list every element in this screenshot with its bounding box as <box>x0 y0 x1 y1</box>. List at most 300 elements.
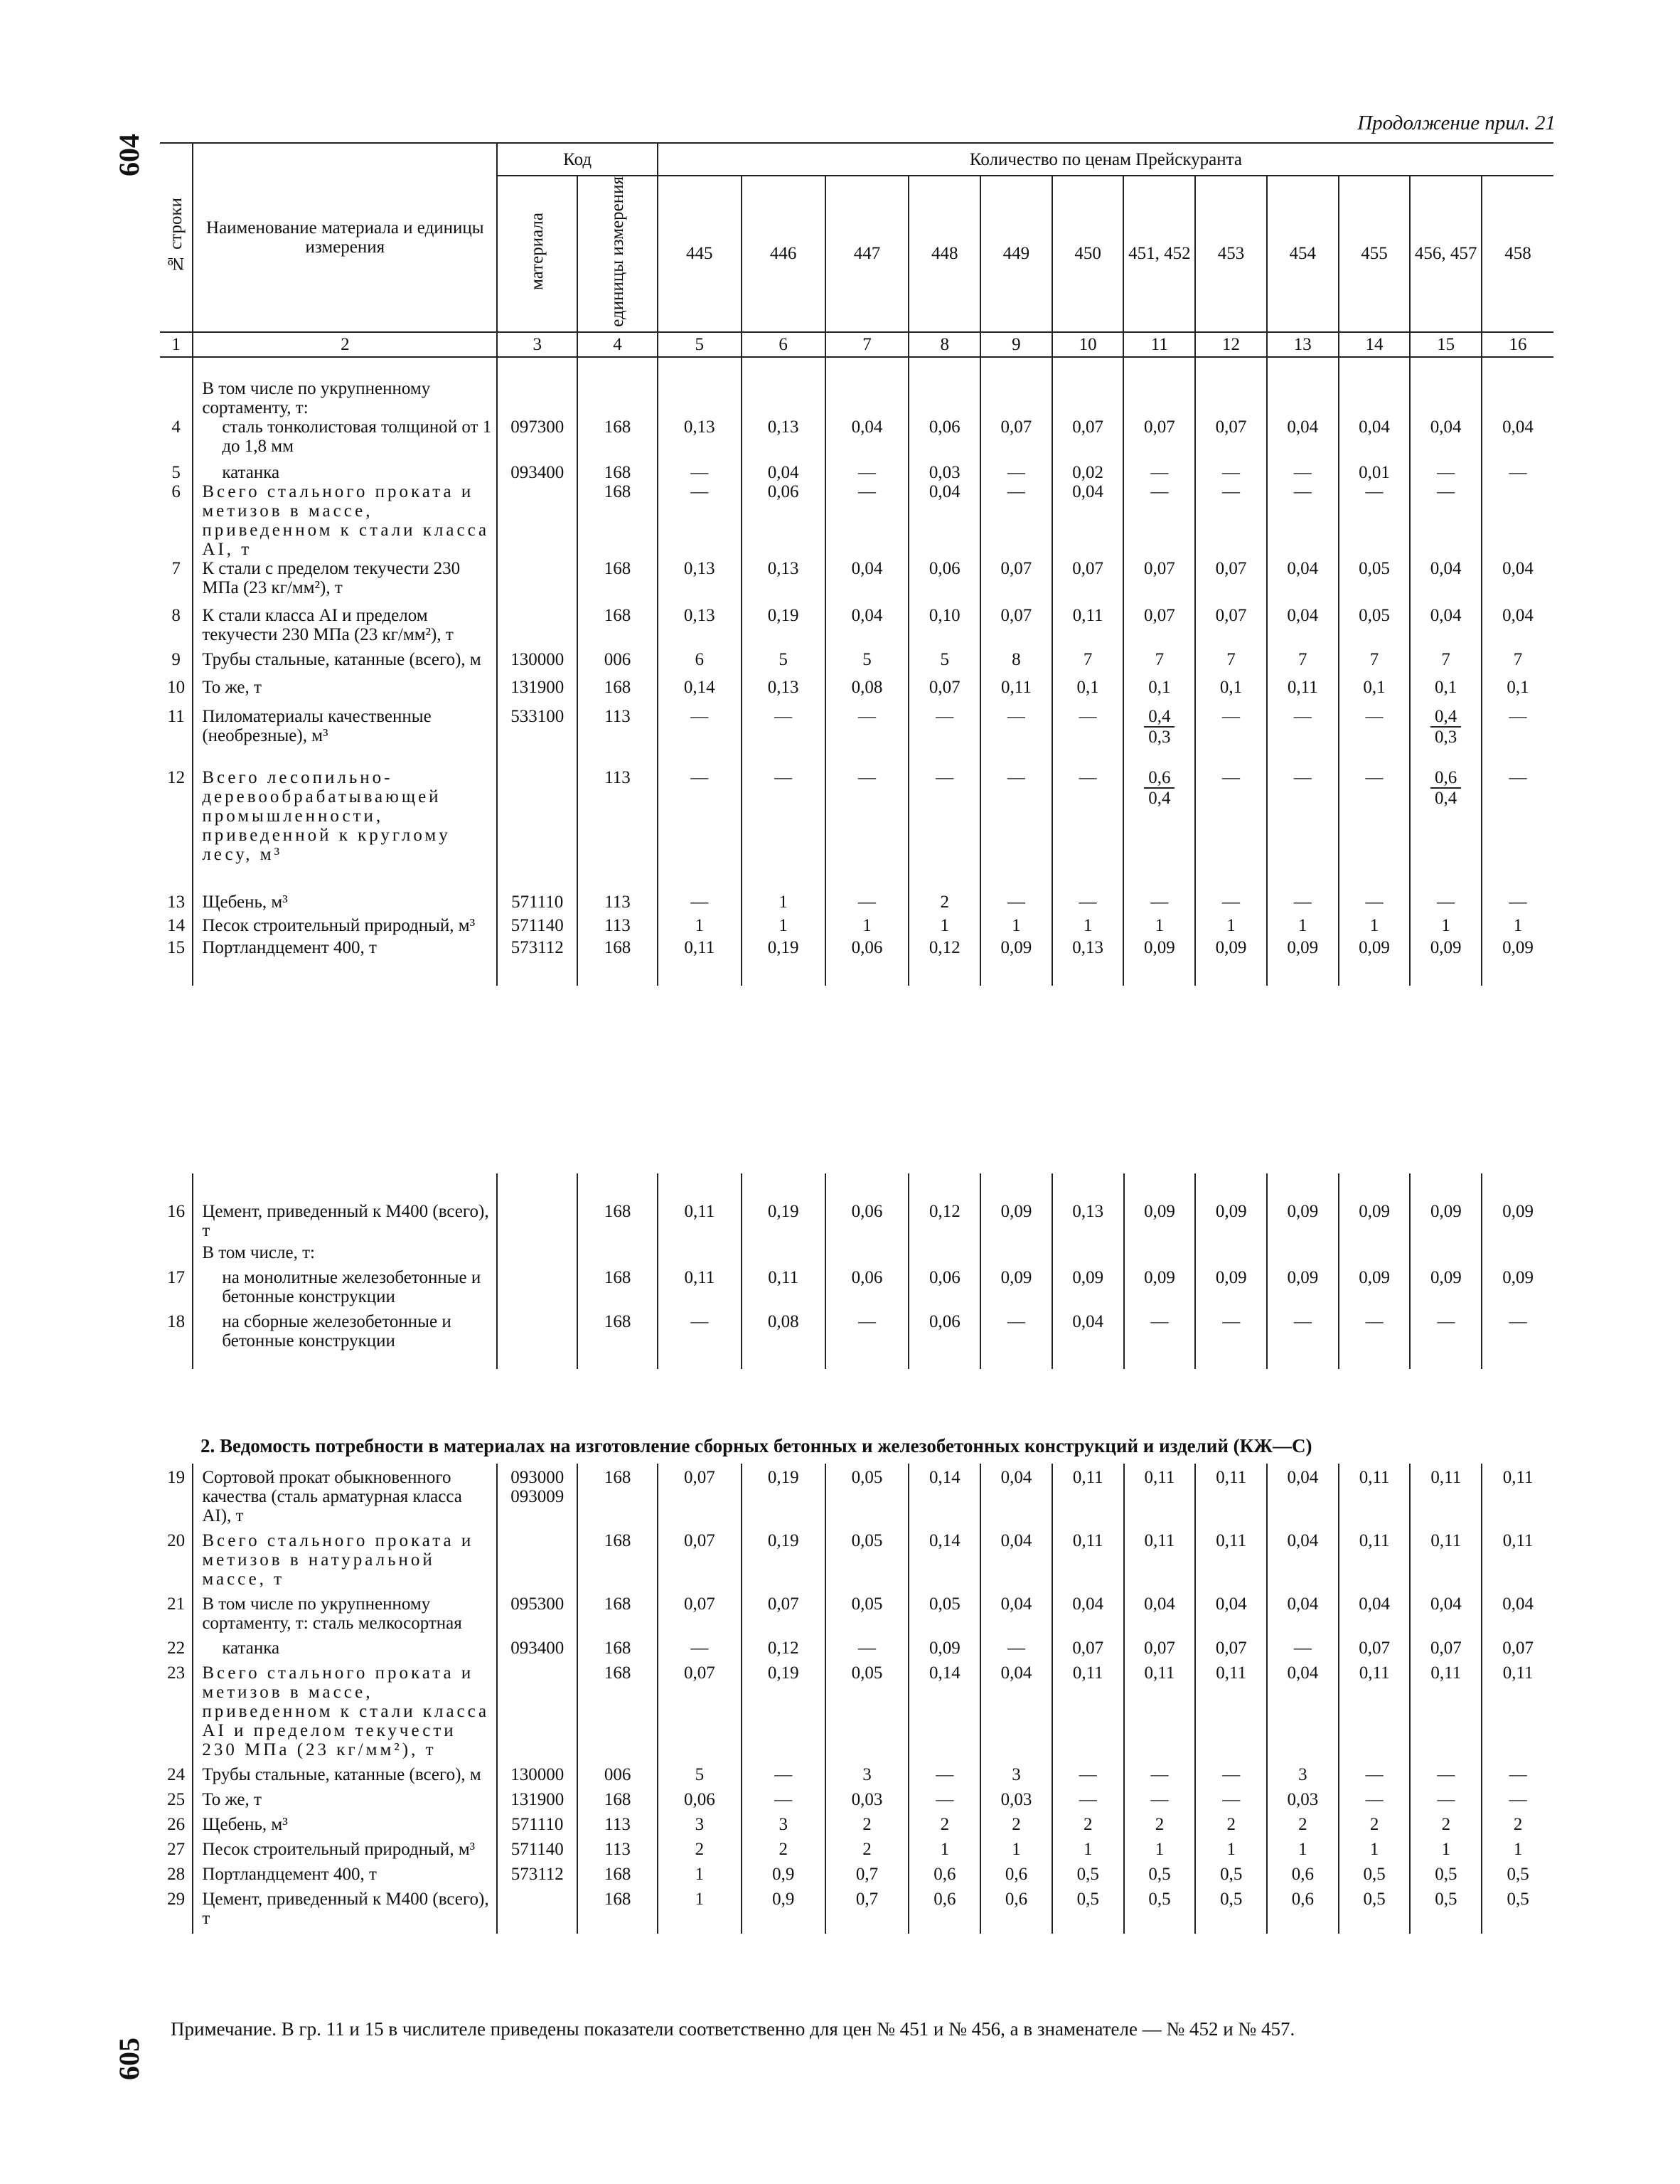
quantity-cell: 0,09 <box>1267 938 1339 986</box>
quantity-cell: — <box>1124 1312 1196 1369</box>
quantity-cell: 2 <box>658 1840 742 1865</box>
quantity-cell: 0,5 <box>1507 1865 1529 1884</box>
quantity-cell: — <box>980 768 1052 893</box>
table-row <box>160 768 1553 893</box>
quantity-cell: 0,5 <box>1195 1890 1267 1934</box>
page-number-bottom: 605 <box>113 2037 145 2080</box>
quantity-cell: 0,10 <box>909 606 980 650</box>
quantity-cell: 0,13 <box>742 559 825 606</box>
material-code: 131900 <box>497 1790 577 1815</box>
quantity-cell: 2 <box>909 1815 980 1840</box>
quantity-cell: 0,6 <box>1267 1865 1339 1890</box>
unit-code: 168 <box>577 1865 658 1890</box>
quantity-cell: 0,04 <box>825 606 909 650</box>
quantity-cell: — <box>1410 1790 1482 1815</box>
running-head: Продолжение прил. 21 <box>1357 112 1556 134</box>
quantity-cell: 0,5 <box>1124 1890 1196 1934</box>
quantity-cell: 7 <box>1123 650 1195 678</box>
quantity-cell <box>1410 707 1482 768</box>
quantity-cell: 0,11 <box>1195 1531 1267 1594</box>
quantity-cell: 5 <box>825 650 909 678</box>
quantity-cell: 7 <box>1513 649 1523 669</box>
row-number: 22 <box>160 1639 193 1663</box>
quantity-cell: — <box>1052 893 1124 916</box>
quantity-cell: 0,11 <box>1339 1531 1411 1594</box>
quantity-cell: 0,13 <box>742 678 825 707</box>
quantity-cell: 0,1 <box>1507 677 1529 697</box>
row-number: 23 <box>160 1663 193 1765</box>
quantity-cell: — <box>658 482 742 559</box>
quantity-cell: 0,04 <box>1502 417 1534 437</box>
header-price-1: 445 <box>658 176 742 332</box>
column-number: 9 <box>980 332 1052 357</box>
table-row <box>160 1815 1553 1840</box>
material-name: К стали с пределом текучести 230 МПа (23 кг/мм²), т <box>193 559 497 606</box>
table-row <box>160 357 1553 417</box>
quantity-cell: 0,04 <box>1410 417 1482 463</box>
row-number: 13 <box>160 893 193 916</box>
quantity-cell <box>658 357 742 417</box>
quantity-cell: — <box>909 1765 980 1790</box>
material-name: Пиломатериалы качественные (необрезные), м³ <box>193 707 497 768</box>
material-name: на сборные железобетонные и бетонные конструкции <box>193 1312 497 1369</box>
unit-code: 168 <box>577 482 658 559</box>
quantity-cell: — <box>1267 768 1339 893</box>
quantity-cell: — <box>825 1639 909 1663</box>
header-price-6: 450 <box>1052 176 1124 332</box>
quantity-cell: 3 <box>658 1815 742 1840</box>
quantity-cell: 0,04 <box>825 559 909 606</box>
quantity-cell: — <box>742 1765 825 1790</box>
table-part-1 <box>160 142 1553 986</box>
header-price-9: 454 <box>1267 176 1339 332</box>
column-number: 14 <box>1339 332 1411 357</box>
header-name: Наименование материала и единицы измерения <box>193 143 497 332</box>
unit-code: 168 <box>577 938 658 986</box>
quantity-cell: 0,04 <box>909 482 980 559</box>
table-row <box>160 559 1553 606</box>
row-number: 10 <box>160 678 193 707</box>
quantity-cell: — <box>1195 893 1267 916</box>
quantity-cell: 0,19 <box>742 1464 825 1531</box>
unit-code: 168 <box>577 559 658 606</box>
quantity-cell: 0,07 <box>1123 417 1195 463</box>
table-part-3 <box>160 1464 1553 1934</box>
header-code-unit: единицы измерения <box>577 176 658 332</box>
material-code <box>497 606 577 650</box>
quantity-cell: — <box>1509 706 1527 726</box>
quantity-cell <box>1052 357 1124 417</box>
quantity-cell: 0,04 <box>1267 606 1339 650</box>
quantity-cell: 1 <box>742 893 825 916</box>
quantity-cell: — <box>909 707 980 768</box>
quantity-cell: 0,04 <box>1195 1594 1267 1639</box>
quantity-cell: 0,12 <box>742 1639 825 1663</box>
material-code: 573112 <box>497 938 577 986</box>
quantity-cell: 0,11 <box>1502 1663 1534 1683</box>
table-row <box>160 1790 1553 1815</box>
quantity-cell: 0,04 <box>1267 1594 1339 1639</box>
material-name: Сортовой прокат обыкновенного качества (сталь арматурная класса AI), т <box>193 1464 497 1531</box>
unit-code <box>577 1243 658 1268</box>
row-number: 24 <box>160 1765 193 1790</box>
material-name: Цемент, приведенный к М400 (всего), т <box>193 1173 497 1243</box>
quantity-cell: 0,11 <box>1410 1464 1482 1531</box>
material-name: Всего стального проката и метизов в массе, приведенном к стали класса AI, т <box>193 482 497 559</box>
quantity-cell: — <box>1509 767 1527 787</box>
material-code <box>497 1663 577 1765</box>
material-code: 571110 <box>497 1815 577 1840</box>
quantity-cell: 0,06 <box>909 417 980 463</box>
quantity-cell: 1 <box>1267 1840 1339 1865</box>
quantity-cell: 0,07 <box>1124 1639 1196 1663</box>
unit-code: 006 <box>577 650 658 678</box>
quantity-cell: 0,04 <box>1339 417 1411 463</box>
table-row <box>160 1865 1553 1890</box>
quantity-cell: 0,03 <box>909 463 980 482</box>
material-name: Щебень, м³ <box>193 1815 497 1840</box>
quantity-cell: 0,07 <box>909 678 980 707</box>
row-number: 17 <box>160 1268 193 1312</box>
quantity-cell: 0,04 <box>1410 559 1482 606</box>
quantity-cell: 0,11 <box>1410 1663 1482 1765</box>
material-name: Всего стального проката и метизов в массе, приведенном к стали класса AI и пределом текучести 230 МПа (23 кг/мм²), т <box>193 1663 497 1765</box>
quantity-cell: — <box>658 893 742 916</box>
quantity-cell: 0,19 <box>742 938 825 986</box>
table-row <box>160 650 1553 678</box>
quantity-cell: 0,07 <box>1052 559 1124 606</box>
unit-code <box>577 357 658 417</box>
quantity-cell: 0,05 <box>825 1464 909 1531</box>
quantity-cell <box>1410 768 1482 893</box>
table-row <box>160 1243 1553 1268</box>
quantity-cell: 0,11 <box>1339 1663 1411 1765</box>
quantity-cell: — <box>1052 707 1124 768</box>
row-number: 26 <box>160 1815 193 1840</box>
quantity-cell: 1 <box>742 916 825 938</box>
quantity-cell: 0,09 <box>1195 938 1267 986</box>
material-code <box>497 1890 577 1934</box>
quantity-cell: — <box>1509 1790 1527 1809</box>
quantity-cell: 0,07 <box>1123 606 1195 650</box>
quantity-cell: 0,6 <box>909 1890 980 1934</box>
quantity-cell: 0,6 <box>980 1865 1052 1890</box>
quantity-cell <box>1410 1243 1482 1268</box>
table-row <box>160 707 1553 768</box>
quantity-cell: 7 <box>1339 650 1411 678</box>
material-code <box>497 357 577 417</box>
quantity-cell: — <box>909 1790 980 1815</box>
quantity-cell: — <box>742 1790 825 1815</box>
material-name: Песок строительный природный, м³ <box>193 916 497 938</box>
quantity-cell: 1 <box>980 1840 1052 1865</box>
quantity-cell: — <box>825 482 909 559</box>
quantity-cell: 0,07 <box>658 1663 742 1765</box>
quantity-cell: — <box>1195 482 1267 559</box>
quantity-cell: 0,05 <box>1339 606 1411 650</box>
quantity-cell <box>909 1243 980 1268</box>
unit-code: 006 <box>577 1765 658 1790</box>
unit-code: 168 <box>577 1594 658 1639</box>
quantity-cell: 0,05 <box>1339 559 1411 606</box>
quantity-cell <box>980 357 1052 417</box>
row-number: 25 <box>160 1790 193 1815</box>
material-name: К стали класса AI и пределом текучести 230 МПа (23 кг/мм²), т <box>193 606 497 650</box>
quantity-cell: 0,09 <box>1195 1268 1267 1312</box>
quantity-cell: — <box>1267 707 1339 768</box>
quantity-cell: 0,07 <box>1195 606 1267 650</box>
quantity-cell: 0,11 <box>1195 1663 1267 1765</box>
quantity-cell: — <box>1339 1765 1411 1790</box>
row-number: 12 <box>160 768 193 893</box>
quantity-cell: — <box>909 768 980 893</box>
quantity-cell: 0,02 <box>1052 463 1124 482</box>
material-code: 093000 093009 <box>497 1464 577 1531</box>
quantity-cell: 0,04 <box>1502 558 1534 578</box>
page-number-top: 604 <box>113 134 145 176</box>
quantity-cell: 1 <box>1052 1840 1124 1865</box>
quantity-cell: 0,05 <box>825 1594 909 1639</box>
quantity-cell: 0,04 <box>980 1464 1052 1531</box>
quantity-cell: 0,04 <box>980 1531 1052 1594</box>
row-number: 29 <box>160 1890 193 1934</box>
quantity-cell: 0,11 <box>742 1268 825 1312</box>
quantity-cell: — <box>1410 482 1482 559</box>
quantity-cell: 0,09 <box>1410 1173 1482 1243</box>
quantity-cell: 0,08 <box>825 678 909 707</box>
column-number: 15 <box>1410 332 1482 357</box>
quantity-cell: 0,1 <box>1339 678 1411 707</box>
quantity-cell: — <box>1267 482 1339 559</box>
quantity-cell: 2 <box>1339 1815 1411 1840</box>
quantity-cell: 0,11 <box>1124 1531 1196 1594</box>
quantity-cell: 0,09 <box>980 1173 1052 1243</box>
quantity-cell: 0,04 <box>1267 1531 1339 1594</box>
quantity-cell <box>1124 1243 1196 1268</box>
quantity-cell: — <box>1509 1765 1527 1784</box>
quantity-cell <box>1339 1243 1411 1268</box>
material-code: 093400 <box>497 463 577 482</box>
material-code: 130000 <box>497 650 577 678</box>
quantity-cell: 0,09 <box>980 1268 1052 1312</box>
material-code: 571110 <box>497 893 577 916</box>
quantity-cell <box>1482 357 1553 417</box>
quantity-cell: 2 <box>1052 1815 1124 1840</box>
material-name: Трубы стальные, катанные (всего), м <box>193 1765 497 1790</box>
quantity-cell: 0,07 <box>658 1594 742 1639</box>
unit-code: 168 <box>577 1790 658 1815</box>
material-name: То же, т <box>193 678 497 707</box>
column-number: 10 <box>1052 332 1124 357</box>
quantity-cell: 7 <box>1410 650 1482 678</box>
quantity-cell: 1 <box>1123 916 1195 938</box>
quantity-cell: 1 <box>658 916 742 938</box>
material-name: катанка <box>193 1639 497 1663</box>
quantity-cell: 2 <box>1195 1815 1267 1840</box>
quantity-cell: 0,05 <box>825 1663 909 1765</box>
quantity-cell: — <box>980 893 1052 916</box>
quantity-cell: 1 <box>1124 1840 1196 1865</box>
quantity-cell: 3 <box>980 1765 1052 1790</box>
material-code: 571140 <box>497 916 577 938</box>
quantity-cell: 0,09 <box>1124 1268 1196 1312</box>
quantity-cell: 0,06 <box>909 559 980 606</box>
column-number: 12 <box>1195 332 1267 357</box>
unit-code: 168 <box>577 463 658 482</box>
quantity-cell: 2 <box>1124 1815 1196 1840</box>
column-number: 6 <box>742 332 825 357</box>
quantity-cell: 7 <box>1267 650 1339 678</box>
quantity-cell: — <box>825 1312 909 1369</box>
quantity-cell: — <box>1267 1639 1339 1663</box>
quantity-cell: 0,11 <box>1339 1464 1411 1531</box>
quantity-cell: 0,07 <box>1052 1639 1124 1663</box>
quantity-cell: 0,11 <box>1502 1531 1534 1550</box>
unit-code: 113 <box>577 893 658 916</box>
quantity-cell: — <box>1410 1312 1482 1369</box>
quantity-cell: 7 <box>1052 650 1124 678</box>
quantity-cell: 0,07 <box>1339 1639 1411 1663</box>
quantity-cell: 0,07 <box>658 1464 742 1531</box>
unit-code: 113 <box>577 707 658 768</box>
quantity-cell: 0,9 <box>742 1890 825 1934</box>
quantity-cell: — <box>1052 768 1124 893</box>
quantity-cell: 0,07 <box>1195 559 1267 606</box>
quantity-cell: — <box>980 707 1052 768</box>
quantity-cell: 0,06 <box>825 1173 909 1243</box>
quantity-cell: 0,14 <box>658 678 742 707</box>
quantity-cell: 0,04 <box>1502 1594 1534 1614</box>
quantity-cell: 0,09 <box>1502 1268 1534 1287</box>
quantity-cell: — <box>1124 1765 1196 1790</box>
column-number: 1 <box>160 332 193 357</box>
row-number: 28 <box>160 1865 193 1890</box>
material-code: 093400 <box>497 1639 577 1663</box>
quantity-cell: 0,11 <box>1124 1464 1196 1531</box>
quantity-cell: 1 <box>1195 916 1267 938</box>
quantity-cell: — <box>1195 463 1267 482</box>
unit-code: 168 <box>577 1268 658 1312</box>
material-name: Песок строительный природный, м³ <box>193 1840 497 1865</box>
quantity-cell: — <box>1052 1765 1124 1790</box>
quantity-cell: 0,11 <box>658 938 742 986</box>
quantity-cell: 0,04 <box>1267 417 1339 463</box>
table-row <box>160 1531 1553 1594</box>
row-number: 9 <box>160 650 193 678</box>
quantity-cell: 0,07 <box>658 1531 742 1594</box>
quantity-cell: 0,1 <box>1410 678 1482 707</box>
quantity-cell: 0,1 <box>1123 678 1195 707</box>
quantity-cell: — <box>658 768 742 893</box>
quantity-cell: 0,11 <box>980 678 1052 707</box>
quantity-cell: 0,5 <box>1124 1865 1196 1890</box>
quantity-cell: 0,19 <box>742 606 825 650</box>
quantity-cell: 0,14 <box>909 1663 980 1765</box>
quantity-cell: 0,11 <box>1410 1531 1482 1594</box>
quantity-cell: 0,07 <box>1052 417 1124 463</box>
quantity-cell <box>742 1243 825 1268</box>
quantity-cell: — <box>1267 463 1339 482</box>
header-price-7: 451, 452 <box>1123 176 1195 332</box>
table-row <box>160 678 1553 707</box>
material-name: Портландцемент 400, т <box>193 938 497 986</box>
quantity-cell: 2 <box>909 893 980 916</box>
quantity-cell: 0,08 <box>742 1312 825 1369</box>
quantity-cell: 0,07 <box>980 559 1052 606</box>
quantity-cell: 0,1 <box>1052 678 1124 707</box>
material-name: Всего лесопильно-деревообрабатывающей промышленности, приведенной к круглому лесу, м³ <box>193 768 497 893</box>
quantity-cell <box>1339 357 1411 417</box>
quantity-cell: 0,06 <box>825 1268 909 1312</box>
material-name: Трубы стальные, катанные (всего), м <box>193 650 497 678</box>
quantity-cell: — <box>825 768 909 893</box>
table-row <box>160 1890 1553 1934</box>
quantity-cell: 0,04 <box>825 417 909 463</box>
table-row <box>160 1464 1553 1531</box>
quantity-cell <box>1123 357 1195 417</box>
table-row <box>160 1268 1553 1312</box>
quantity-cell: 0,01 <box>1339 463 1411 482</box>
quantity-cell: 0,06 <box>742 482 825 559</box>
quantity-cell: 0,04 <box>1410 1594 1482 1639</box>
row-number: 11 <box>160 707 193 768</box>
quantity-cell: 1 <box>1339 916 1411 938</box>
row-number: 15 <box>160 938 193 986</box>
quantity-cell: 2 <box>980 1815 1052 1840</box>
quantity-cell <box>1410 357 1482 417</box>
material-name: То же, т <box>193 1790 497 1815</box>
header-price-2: 446 <box>742 176 825 332</box>
material-code <box>497 1268 577 1312</box>
quantity-cell: — <box>658 707 742 768</box>
quantity-cell: 0,13 <box>1052 1173 1124 1243</box>
quantity-cell: 1 <box>980 916 1052 938</box>
quantity-cell <box>1123 768 1195 893</box>
quantity-cell: — <box>1339 482 1411 559</box>
quantity-cell: — <box>825 707 909 768</box>
quantity-cell: 1 <box>1339 1840 1411 1865</box>
quantity-cell: — <box>1410 893 1482 916</box>
unit-code: 168 <box>577 1464 658 1531</box>
quantity-cell: 0,9 <box>742 1865 825 1890</box>
fraction-value: $\frac{0,6}{0,4}$ <box>1144 768 1175 808</box>
quantity-cell: 0,09 <box>1123 938 1195 986</box>
material-code <box>497 1173 577 1243</box>
quantity-cell: 1 <box>1513 1840 1523 1859</box>
row-number: 27 <box>160 1840 193 1865</box>
quantity-cell: 0,09 <box>1339 1268 1411 1312</box>
table-row <box>160 606 1553 650</box>
quantity-cell: 0,14 <box>909 1531 980 1594</box>
quantity-cell <box>1482 482 1553 559</box>
header-price-4: 448 <box>909 176 980 332</box>
material-name: Щебень, м³ <box>193 893 497 916</box>
quantity-cell: 0,11 <box>1195 1464 1267 1531</box>
material-code <box>497 768 577 893</box>
quantity-cell: — <box>980 482 1052 559</box>
material-name: В том числе по укрупненному сортаменту, т: <box>193 357 497 417</box>
unit-code: 168 <box>577 1531 658 1594</box>
table-row <box>160 1639 1553 1663</box>
material-code: 131900 <box>497 678 577 707</box>
quantity-cell: — <box>1509 1312 1527 1331</box>
quantity-cell: 0,5 <box>1339 1865 1411 1890</box>
quantity-cell: 0,07 <box>980 606 1052 650</box>
quantity-cell: 0,03 <box>825 1790 909 1815</box>
quantity-cell: 1 <box>1267 916 1339 938</box>
quantity-cell: 0,1 <box>1195 678 1267 707</box>
quantity-cell: 0,7 <box>825 1890 909 1934</box>
